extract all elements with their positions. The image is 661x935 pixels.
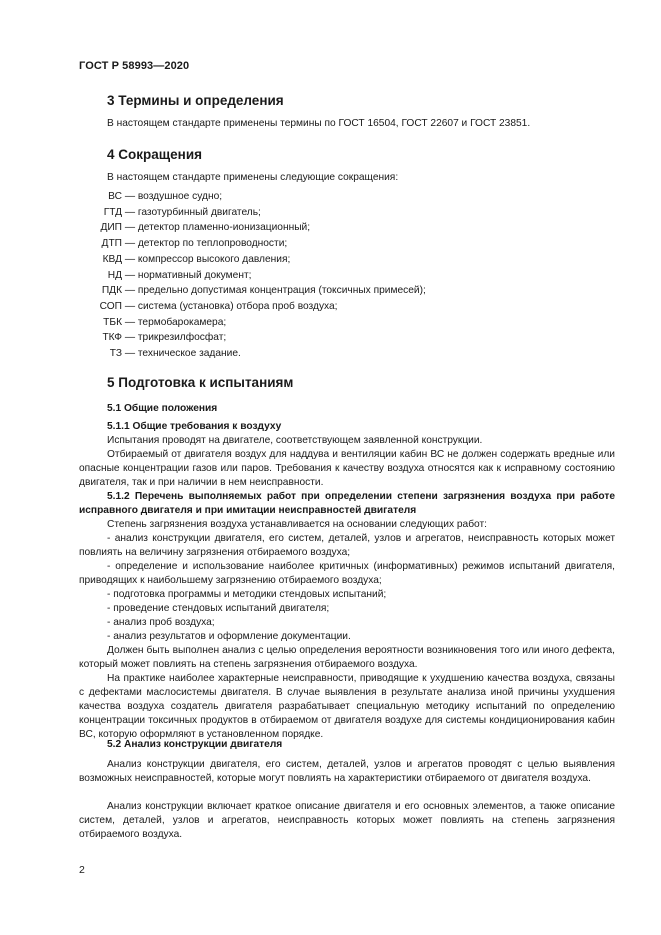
paragraph: Анализ конструкции включает краткое описание двигателя и его основных элементов, а также описание систем, деталей, узлов и агрегатов, неисправность которых может повлиять на степень загрязнения отбираемого воздуха. <box>79 801 615 840</box>
abbreviation-row <box>0 347 600 361</box>
section-5-1-2-title: 5.1.2 Перечень выполняемых работ при определении степени загрязнения воздуха при работе исправного двигателя и при имитации неисправностей двигателя <box>79 491 615 516</box>
abbreviation-definition: — термобарокамера; <box>124 316 227 328</box>
abbreviation-row <box>0 284 600 298</box>
abbreviation-key: НД <box>107 269 122 281</box>
abbreviation-definition: — газотурбинный двигатель; <box>124 206 261 218</box>
abbreviation-definition: — трикрезилфосфат; <box>124 332 227 344</box>
section-3-title: 3 Термины и определения <box>107 93 284 108</box>
list-item: - анализ конструкции двигателя, его систем, деталей, узлов и агрегатов, неисправность которых может повлиять на величину загрязнения отбираемого воздуха; <box>79 533 615 558</box>
paragraph: Должен быть выполнен анализ с целью определения вероятности возникновения того или иного дефекта, который может повлиять на степень загрязнения отбираемого воздуха. <box>79 645 615 670</box>
section-5-1-title: 5.1 Общие положения <box>107 403 218 414</box>
list-item: - анализ проб воздуха; <box>107 617 215 628</box>
abbreviation-row <box>0 206 600 220</box>
abbreviation-row <box>0 300 600 314</box>
list-item: - проведение стендовых испытаний двигателя; <box>107 603 330 614</box>
abbreviation-definition: — детектор пламенно-ионизационный; <box>124 222 311 234</box>
paragraph: Испытания проводят на двигателе, соответствующем заявленной конструкции. <box>107 435 483 446</box>
abbreviation-row <box>0 237 600 251</box>
abbreviation-key: СОП <box>99 300 122 312</box>
paragraph: Отбираемый от двигателя воздух для наддува и вентиляции кабин ВС не должен содержать вредные или опасные концентрации газов или паров. Требования к качеству воздуха относятся как к исправному состоянию двигателя, так и при наличии в нем неисправности. <box>79 449 615 488</box>
abbreviation-key: ТЗ <box>109 348 122 359</box>
abbreviation-key: КВД <box>102 253 122 265</box>
abbreviation-definition: — система (установка) отбора проб воздуха; <box>124 300 338 312</box>
abbreviation-key: ГТД <box>103 206 122 218</box>
section-5-2-title: 5.2 Анализ конструкции двигателя <box>107 739 283 750</box>
list-item: - анализ результатов и оформление документации. <box>107 631 351 642</box>
list-item: - подготовка программы и методики стендовых испытаний; <box>107 589 387 600</box>
section-4-title: 4 Сокращения <box>107 147 202 162</box>
page-number: 2 <box>79 864 85 876</box>
abbreviation-row <box>0 331 600 345</box>
abbreviation-definition: — воздушное судно; <box>124 191 223 202</box>
section-5-1-1-title: 5.1.1 Общие требования к воздуху <box>107 421 282 432</box>
abbreviation-row <box>0 190 600 204</box>
abbreviation-definition: — предельно допустимая концентрация (токсичных примесей); <box>124 285 426 297</box>
abbreviation-definition: — техническое задание. <box>124 348 241 359</box>
abbreviation-row <box>0 253 600 267</box>
paragraph: На практике наиболее характерные неисправности, приводящие к ухудшению качества воздуха, связаны с дефектами маслосистемы двигателя. В случае выявления в результате анализа иной причины ухудшения качества воздуха создатель двигателя разрабатывает специальную методику испытаний по определению концентрации токсичных продуктов в отбираемом от двигателя воздухе для системы кондиционирования кабин ВС, которую оформляют в установленном порядке. <box>79 673 615 740</box>
abbreviation-key: ТКФ <box>102 332 122 344</box>
abbreviation-key: ДИП <box>100 222 122 234</box>
list-item: - определение и использование наиболее критичных (информативных) режимов испытаний двигателя, приводящих к наибольшему загрязнению отбираемого воздуха; <box>79 561 615 586</box>
abbreviation-definition: — нормативный документ; <box>124 269 252 281</box>
section-3-text: В настоящем стандарте применены термины по ГОСТ 16504, ГОСТ 22607 и ГОСТ 23851. <box>107 118 531 129</box>
document-header: ГОСТ Р 58993—2020 <box>79 60 190 72</box>
section-5-title: 5 Подготовка к испытаниям <box>107 375 294 390</box>
section-4-intro: В настоящем стандарте применены следующие сокращения: <box>107 172 399 183</box>
abbreviation-key: ПДК <box>101 285 122 297</box>
paragraph: Степень загрязнения воздуха устанавливается на основании следующих работ: <box>107 519 487 530</box>
abbreviation-key: ВС <box>108 191 122 202</box>
abbreviation-definition: — детектор по теплопроводности; <box>124 238 288 250</box>
abbreviation-definition: — компрессор высокого давления; <box>124 253 291 265</box>
abbreviation-key: ДТП <box>101 238 122 250</box>
abbreviation-row <box>0 269 600 283</box>
abbreviation-key: ТБК <box>103 316 122 328</box>
abbreviation-row <box>0 221 600 235</box>
paragraph: Анализ конструкции двигателя, его систем, деталей, узлов и агрегатов проводят с целью выявления возможных неисправностей, которые могут повлиять на характеристики отбираемого от двигателя воздуха. <box>79 759 615 784</box>
abbreviation-row <box>0 316 600 330</box>
